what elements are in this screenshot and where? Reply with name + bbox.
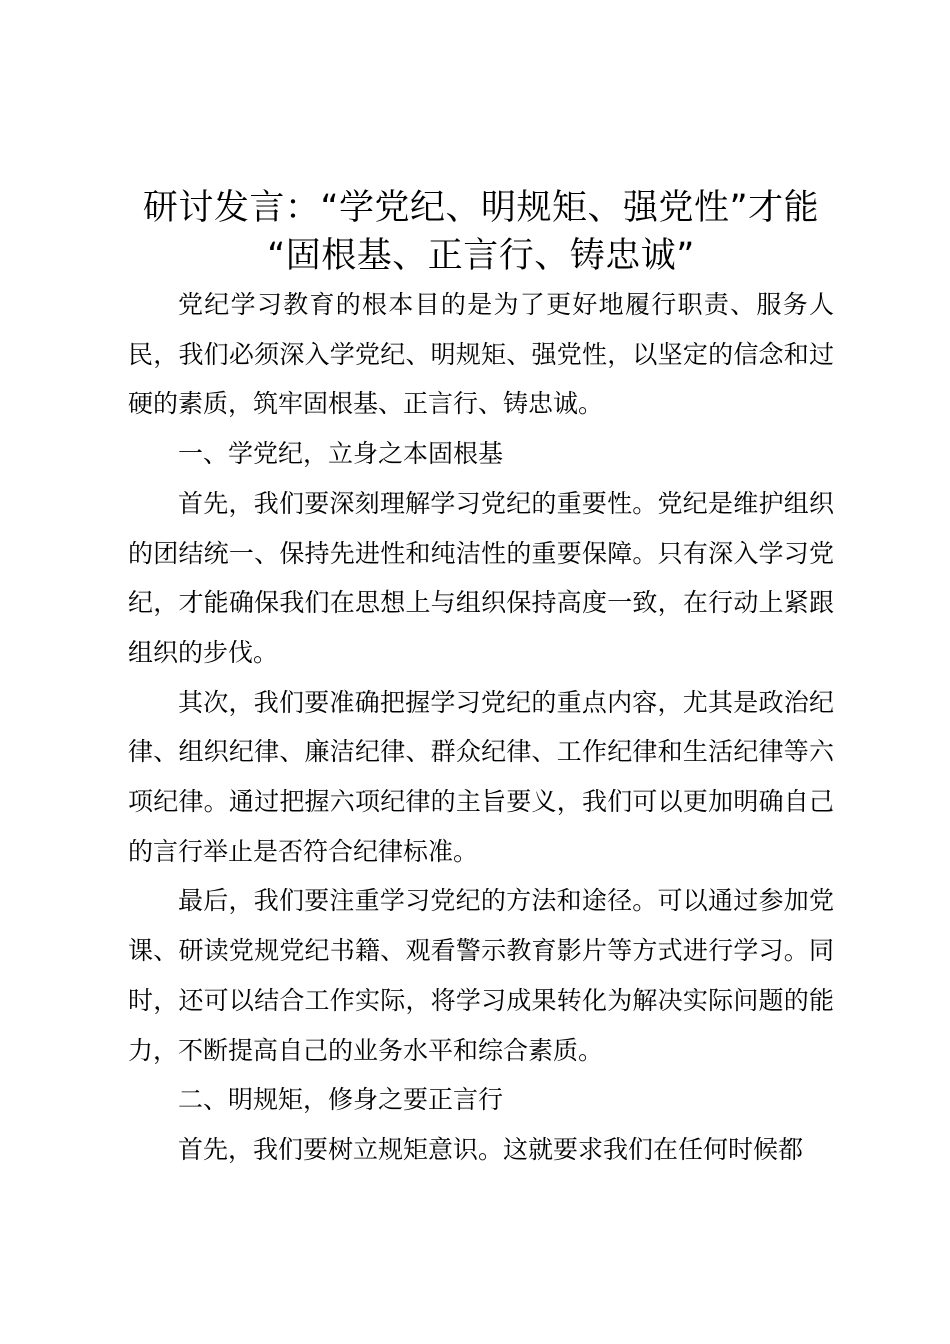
paragraph-intro: 党纪学习教育的根本目的是为了更好地履行职责、服务人民，我们必须深入学党纪、明规矩、强党性，以坚定的信念和过硬的素质，筑牢固根基、正言行、铸忠诚。 [128, 290, 834, 419]
section-heading-2: 二、明规矩，修身之要正言行 [178, 1085, 504, 1115]
document-title [128, 184, 834, 280]
section-heading-1: 一、学党纪，立身之本固根基 [178, 439, 504, 469]
paragraph-2-1: 首先，我们要树立规矩意识。这就要求我们在任何时候都 [178, 1134, 804, 1164]
title-line-2: “固根基、正言行、铸忠诚” [267, 236, 695, 276]
paragraph-1-3: 最后，我们要注重学习党纪的方法和途径。可以通过参加党课、研读党规党纪书籍、观看警示教育影片等方式进行学习。同时，还可以结合工作实际，将学习成果转化为解决实际问题的能力，不断提高自己的业务水平和综合素质。 [128, 886, 834, 1065]
document-page [128, 184, 834, 1175]
paragraph-1-1: 首先，我们要深刻理解学习党纪的重要性。党纪是维护组织的团结统一、保持先进性和纯洁性的重要保障。只有深入学习党纪，才能确保我们在思想上与组织保持高度一致，在行动上紧跟组织的步伐。 [128, 488, 834, 667]
title-line-1: 研讨发言：“学党纪、明规矩、强党性”才能 [142, 188, 820, 228]
paragraph-1-2: 其次，我们要准确把握学习党纪的重点内容，尤其是政治纪律、组织纪律、廉洁纪律、群众纪律、工作纪律和生活纪律等六项纪律。通过把握六项纪律的主旨要义，我们可以更加明确自己的言行举止是否符合纪律标准。 [128, 687, 834, 866]
